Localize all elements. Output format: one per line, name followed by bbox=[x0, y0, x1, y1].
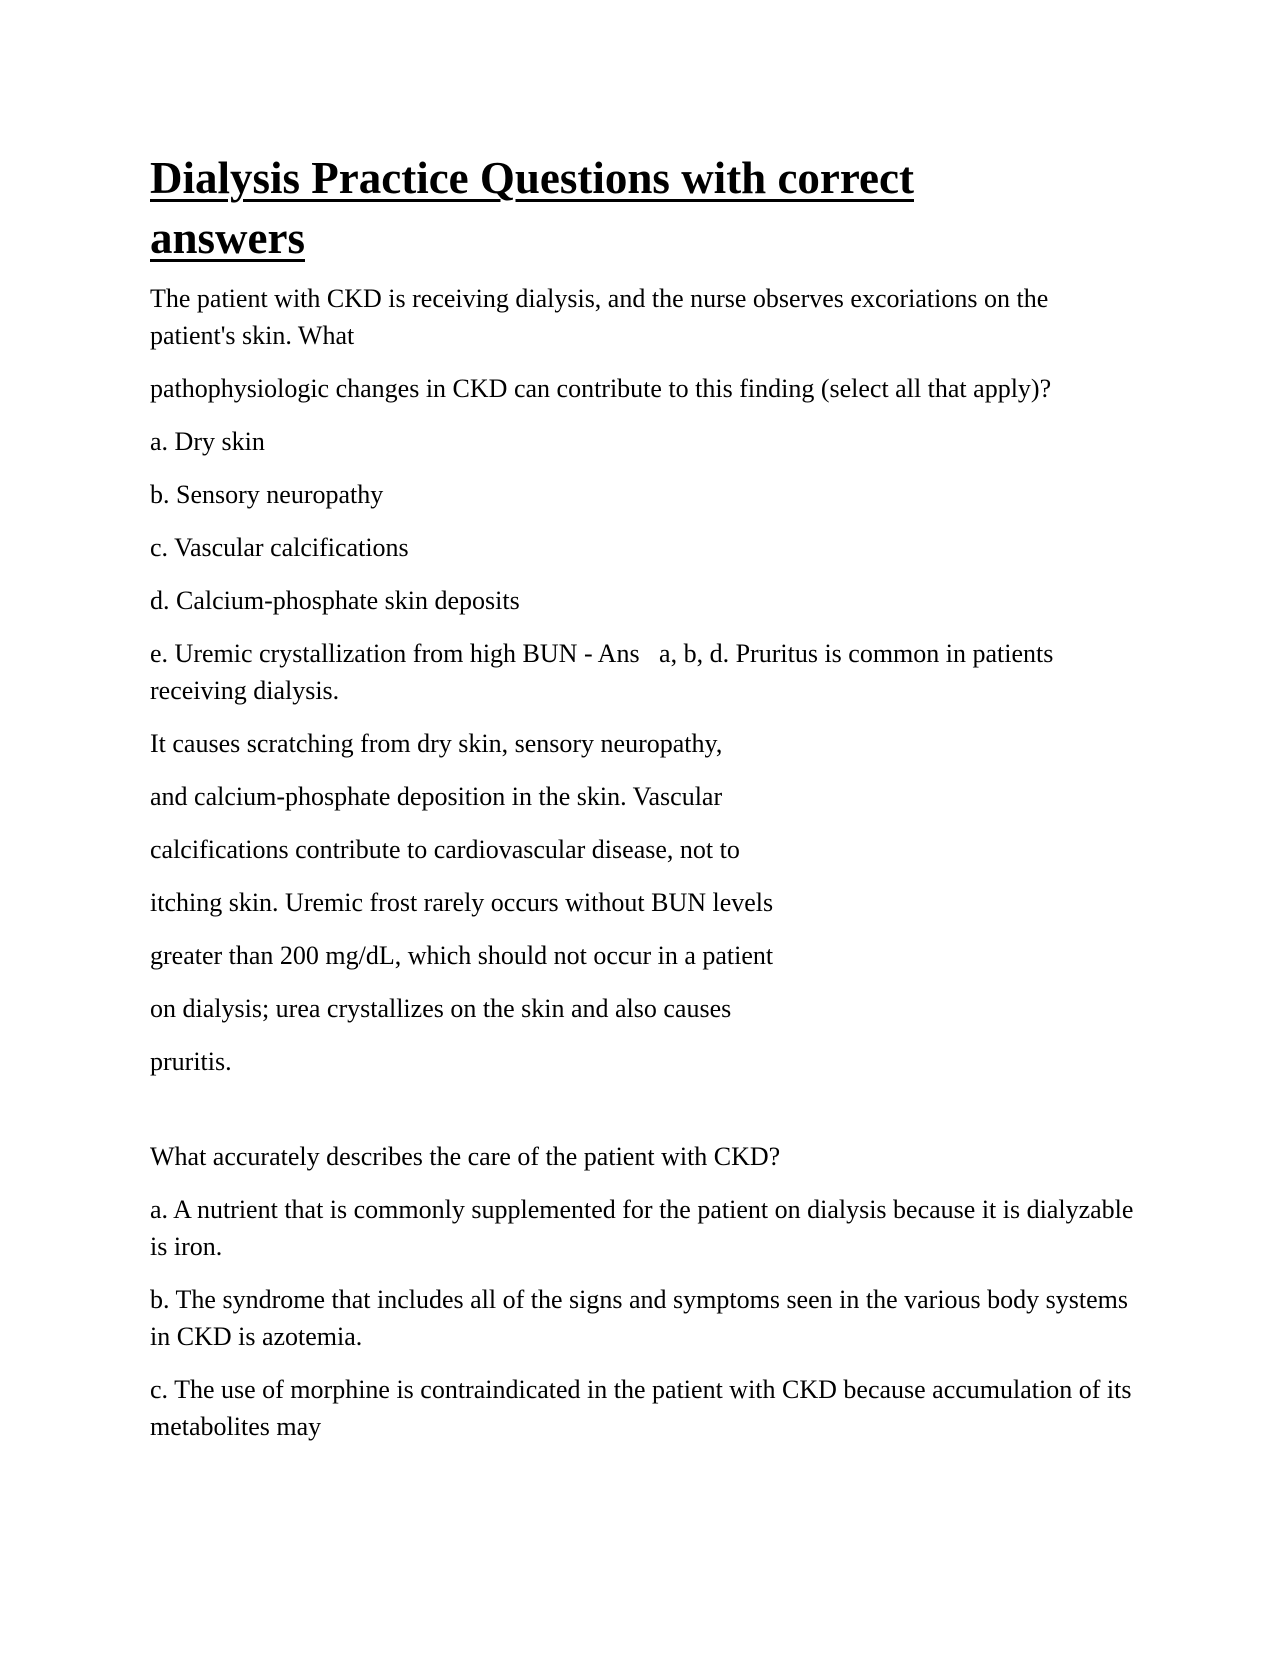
question-1-rationale-line: It causes scratching from dry skin, sensory neuropathy, bbox=[150, 729, 723, 758]
question-2-option-c: c. The use of morphine is contraindicated in the patient with CKD because accumulation of its metabolites may bbox=[150, 1375, 1132, 1441]
question-1-rationale-line: on dialysis; urea crystallizes on the skin and also causes bbox=[150, 994, 732, 1023]
question-2-option-b: b. The syndrome that includes all of the signs and symptoms seen in the various body systems in CKD is azotemia. bbox=[150, 1285, 1129, 1351]
question-1-rationale-line: and calcium-phosphate deposition in the skin. Vascular bbox=[150, 782, 723, 811]
question-1-option-b: b. Sensory neuropathy bbox=[150, 480, 384, 509]
question-1-stem-line-2: pathophysiologic changes in CKD can contribute to this finding (select all that apply)? bbox=[150, 374, 1052, 403]
question-1-stem-line-1: The patient with CKD is receiving dialysis, and the nurse observes excoriations on the patient's skin. What bbox=[150, 284, 1049, 350]
question-1-option-a: a. Dry skin bbox=[150, 427, 265, 456]
question-1-option-d: d. Calcium-phosphate skin deposits bbox=[150, 586, 520, 615]
document-title: Dialysis Practice Questions with correct answers bbox=[150, 153, 914, 263]
question-1-rationale-line: greater than 200 mg/dL, which should not occur in a patient bbox=[150, 941, 774, 970]
question-1-rationale-line: calcifications contribute to cardiovascular disease, not to bbox=[150, 835, 740, 864]
question-2 bbox=[150, 1138, 1140, 1445]
question-1 bbox=[150, 280, 1140, 1080]
question-1-rationale-line: itching skin. Uremic frost rarely occurs without BUN levels bbox=[150, 888, 774, 917]
question-1-rationale-line: pruritis. bbox=[150, 1047, 232, 1076]
question-2-stem: What accurately describes the care of the patient with CKD? bbox=[150, 1142, 781, 1171]
question-1-option-c: c. Vascular calcifications bbox=[150, 533, 409, 562]
document-page bbox=[150, 148, 1140, 1461]
question-2-option-a: a. A nutrient that is commonly supplemented for the patient on dialysis because it is dialyzable is iron. bbox=[150, 1195, 1134, 1261]
question-1-option-e-answer: e. Uremic crystallization from high BUN - Ans a, b, d. Pruritus is common in patients receiving dialysis. bbox=[150, 639, 1060, 705]
section-spacer bbox=[150, 1096, 1140, 1138]
